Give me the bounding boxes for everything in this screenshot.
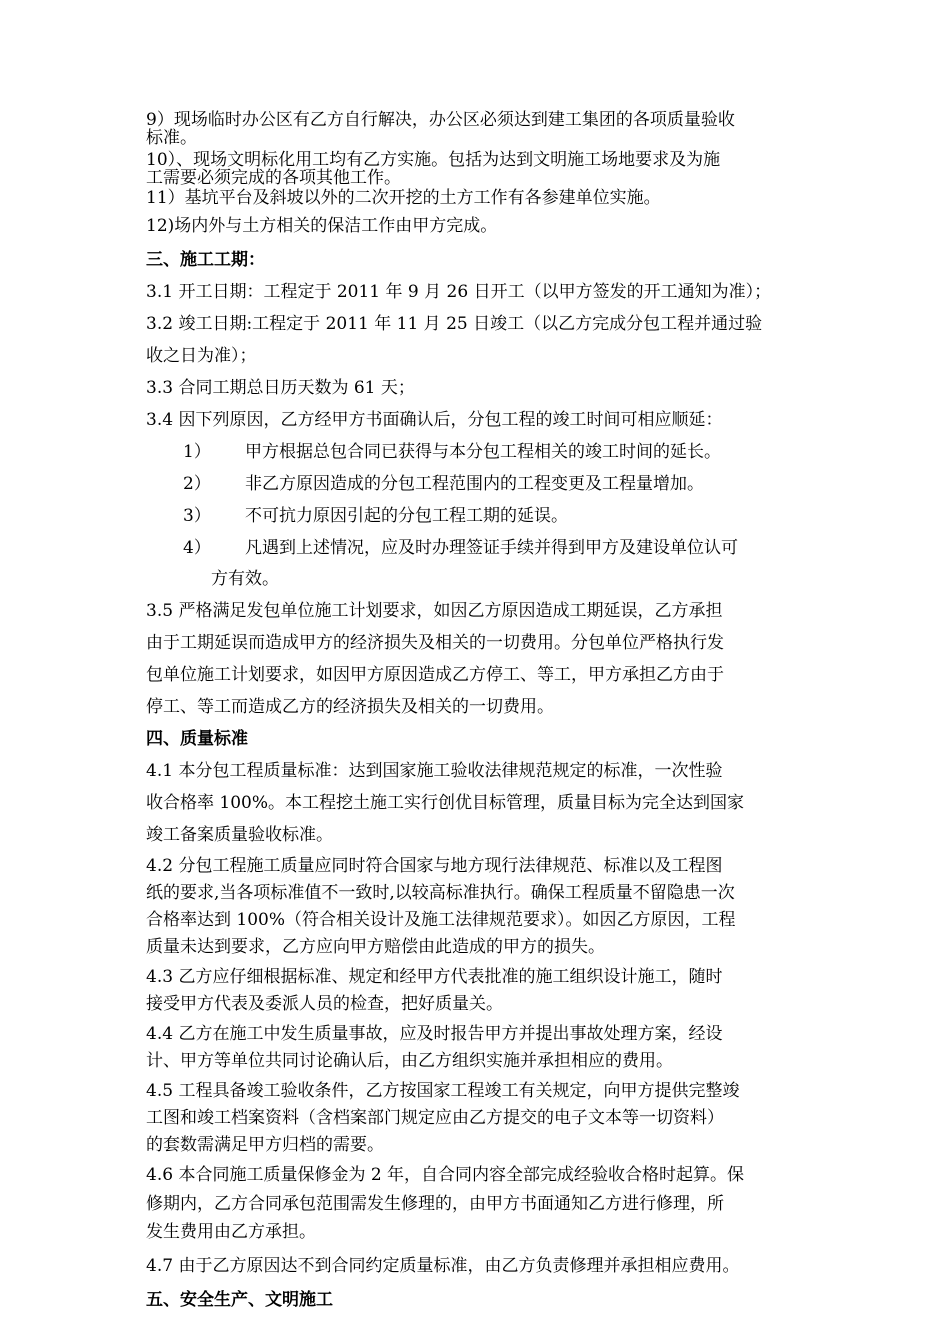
clause-4-3-line-1: 4.3 乙方应仔细根据标准、规定和经甲方代表批准的施工组织设计施工，随时: [146, 967, 723, 987]
clause-4-5-line-1: 4.5 工程具备竣工验收条件，乙方按国家工程竣工有关规定，向甲方提供完整竣: [146, 1081, 740, 1101]
clause-9-line-1: 9）现场临时办公区有乙方自行解决，办公区必须达到建工集团的各项质量验收: [146, 110, 735, 130]
clause-9-line-2: 标准。: [146, 128, 197, 148]
list-item-number: 1）: [183, 442, 211, 462]
clause-11: 11）基坑平台及斜坡以外的二次开挖的土方工作有各参建单位实施。: [146, 188, 661, 208]
list-item-number: 3）: [183, 506, 211, 526]
list-item-text: 甲方根据总包合同已获得与本分包工程相关的竣工时间的延长。: [245, 442, 721, 462]
clause-4-4-line-1: 4.4 乙方在施工中发生质量事故，应及时报告甲方并提出事故处理方案，经设: [146, 1024, 723, 1044]
section-5-heading: 五、安全生产、文明施工: [146, 1290, 333, 1310]
clause-4-1-line-2: 收合格率 100%。本工程挖土施工实行创优目标管理，质量目标为完全达到国家: [146, 793, 745, 813]
clause-4-5-line-3: 的套数需满足甲方归档的需要。: [146, 1135, 384, 1155]
clause-3-3: 3.3 合同工期总日历天数为 61 天；: [146, 378, 415, 398]
list-item-4: [183, 538, 738, 558]
clause-4-2-line-4: 质量未达到要求，乙方应向甲方赔偿由此造成的甲方的损失。: [146, 937, 605, 957]
clause-4-5-line-2: 工图和竣工档案资料（含档案部门规定应由乙方提交的电子文本等一切资料）: [146, 1108, 724, 1128]
clause-4-1-line-3: 竣工备案质量验收标准。: [146, 825, 333, 845]
clause-4-3-line-2: 接受甲方代表及委派人员的检查，把好质量关。: [146, 994, 503, 1014]
clause-3-5-line-4: 停工、等工而造成乙方的经济损失及相关的一切费用。: [146, 697, 554, 717]
list-item-1: [183, 442, 721, 462]
clause-4-2-line-2: 纸的要求,当各项标准值不一致时,以较高标准执行。确保工程质量不留隐患一次: [146, 883, 735, 903]
clause-4-6-line-2: 修期内，乙方合同承包范围需发生修理的，由甲方书面通知乙方进行修理，所: [146, 1194, 724, 1214]
clause-12: 12)场内外与土方相关的保洁工作由甲方完成。: [146, 216, 498, 236]
clause-4-6-line-3: 发生费用由乙方承担。: [146, 1222, 316, 1242]
list-item-text: 凡遇到上述情况，应及时办理签证手续并得到甲方及建设单位认可: [245, 538, 738, 558]
list-item-number: 4）: [183, 538, 211, 558]
section-4-heading: 四、质量标准: [146, 729, 248, 749]
clause-4-6-line-1: 4.6 本合同施工质量保修金为 2 年，自合同内容全部完成经验收合格时起算。保: [146, 1165, 745, 1185]
clause-4-2-line-3: 合格率达到 100%（符合相关设计及施工法律规范要求）。如因乙方原因，工程: [146, 910, 736, 930]
list-item-text: 不可抗力原因引起的分包工程工期的延误。: [245, 506, 568, 526]
section-3-heading: 三、施工工期：: [146, 250, 265, 270]
clause-4-2-line-1: 4.2 分包工程施工质量应同时符合国家与地方现行法律规范、标准以及工程图: [146, 856, 723, 876]
clause-3-5-line-1: 3.5 严格满足发包单位施工计划要求，如因乙方原因造成工期延误，乙方承担: [146, 601, 723, 621]
clause-3-2-line-2: 收之日为准）；: [146, 346, 257, 366]
list-item-number: 2）: [183, 474, 211, 494]
clause-10-line-1: 10）、现场文明标化用工均有乙方实施。包括为达到文明施工场地要求及为施: [146, 150, 721, 170]
clause-4-4-line-2: 计、甲方等单位共同讨论确认后，由乙方组织实施并承担相应的费用。: [146, 1051, 673, 1071]
list-item-2: [183, 474, 704, 494]
clause-4-7: 4.7 由于乙方原因达不到合同约定质量标准，由乙方负责修理并承担相应费用。: [146, 1256, 740, 1276]
clause-3-5-line-2: 由于工期延误而造成甲方的经济损失及相关的一切费用。分包单位严格执行发: [146, 633, 724, 653]
clause-4-1-line-1: 4.1 本分包工程质量标准：达到国家施工验收法律规范规定的标准，一次性验: [146, 761, 723, 781]
clause-3-4: 3.4 因下列原因，乙方经甲方书面确认后，分包工程的竣工时间可相应顺延：: [146, 410, 723, 430]
clause-3-2-line-1: 3.2 竣工日期:工程定于 2011 年 11 月 25 日竣工（以乙方完成分包工程并通过验: [146, 314, 763, 334]
clause-3-1: 3.1 开工日期：工程定于 2011 年 9 月 26 日开工（以甲方签发的开工通知为准）；: [146, 282, 772, 302]
list-item-3: [183, 506, 568, 526]
list-item-4-continuation: 方有效。: [211, 569, 279, 589]
clause-10-line-2: 工需要必须完成的各项其他工作。: [146, 168, 401, 188]
clause-3-5-line-3: 包单位施工计划要求，如因甲方原因造成乙方停工、等工，甲方承担乙方由于: [146, 665, 724, 685]
list-item-text: 非乙方原因造成的分包工程范围内的工程变更及工程量增加。: [245, 474, 704, 494]
